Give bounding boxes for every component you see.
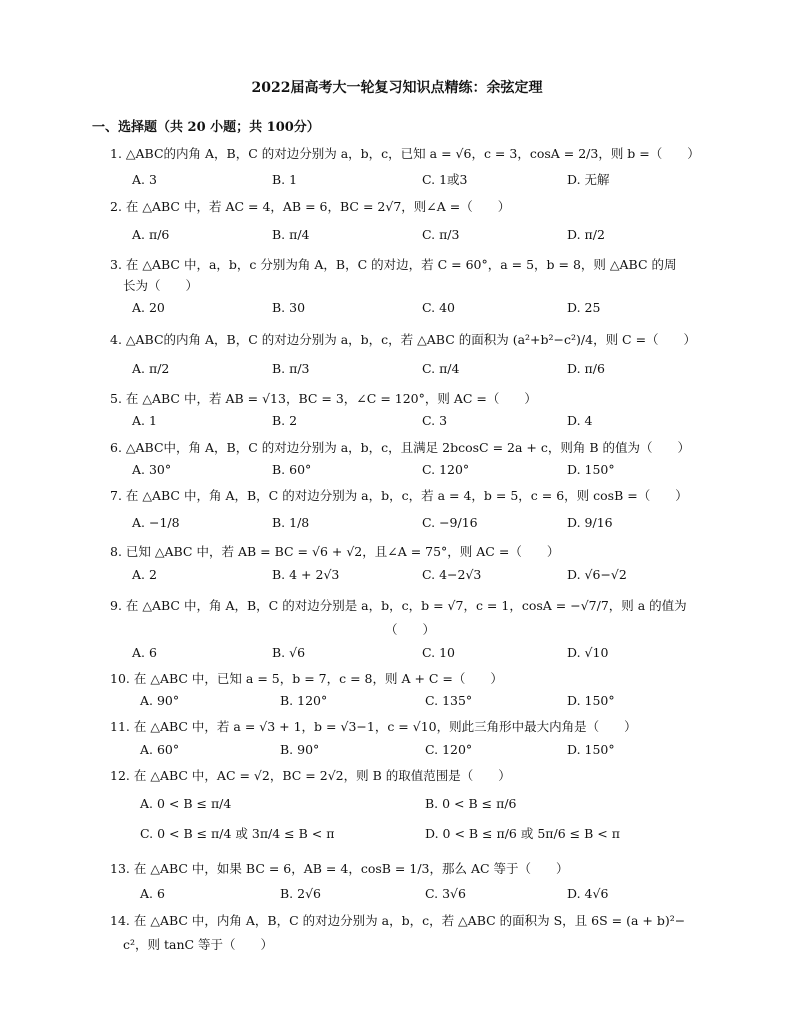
question-12-option-b: B. 0 < B ≤ π/6 (425, 796, 517, 811)
question-6-option-c: C. 120° (422, 462, 470, 477)
question-6-option-a: A. 30° (132, 462, 172, 477)
question-1-stem-line-1: 1. △ABC的内角 A，B，C 的对边分别为 a，b，c，已知 a = √6，c = 3，cosA = 2/3，则 b =（ ） (110, 146, 700, 161)
question-10-stem-line-1: 10. 在 △ABC 中，已知 a = 5，b = 7，c = 8，则 A + C =（ ） (110, 671, 503, 686)
question-9-option-a: A. 6 (132, 645, 157, 660)
question-12-stem-line-1: 12. 在 △ABC 中，AC = √2，BC = 2√2，则 B 的取值范围是（ ） (110, 768, 511, 783)
question-2-option-d: D. π/2 (567, 227, 605, 242)
question-4-option-d: D. π/6 (567, 361, 605, 376)
question-10-option-b: B. 120° (280, 693, 328, 708)
question-7-option-a: A. −1/8 (132, 515, 180, 530)
question-1-option-c: C. 1或3 (422, 172, 468, 187)
question-3-stem-line-2: 长为（ ） (123, 278, 199, 293)
question-12-option-d: D. 0 < B ≤ π/6 或 5π/6 ≤ B < π (425, 826, 620, 841)
question-8-option-a: A. 2 (132, 567, 157, 582)
question-14-stem-line-2: c²，则 tanC 等于（ ） (123, 937, 274, 952)
question-5-option-a: A. 1 (132, 413, 157, 428)
question-8-option-d: D. √6−√2 (567, 567, 627, 582)
question-12-option-c: C. 0 < B ≤ π/4 或 3π/4 ≤ B < π (140, 826, 335, 841)
question-6-option-b: B. 60° (272, 462, 312, 477)
question-7-stem-line-1: 7. 在 △ABC 中，角 A，B，C 的对边分别为 a，b，c，若 a = 4，b = 5，c = 6，则 cosB =（ ） (110, 488, 688, 503)
question-11-option-a: A. 60° (140, 742, 180, 757)
question-9-stem-line-1: 9. 在 △ABC 中，角 A，B，C 的对边分别是 a，b，c，b = √7，c = 1，cosA = −√7/7，则 a 的值为 (110, 598, 687, 613)
question-13-stem-line-1: 13. 在 △ABC 中，如果 BC = 6，AB = 4，cosB = 1/3，那么 AC 等于（ ） (110, 861, 569, 876)
question-3-stem-line-1: 3. 在 △ABC 中，a，b，c 分别为角 A，B，C 的对边，若 C = 60°，a = 5，b = 8，则 △ABC 的周 (110, 257, 677, 272)
question-9-option-c: C. 10 (422, 645, 455, 660)
question-12-option-a: A. 0 < B ≤ π/4 (140, 796, 232, 811)
question-11-option-d: D. 150° (567, 742, 615, 757)
question-5-stem-line-1: 5. 在 △ABC 中，若 AB = √13，BC = 3，∠C = 120°，则 AC =（ ） (110, 391, 537, 406)
question-3-option-c: C. 40 (422, 300, 455, 315)
question-2-option-a: A. π/6 (132, 227, 170, 242)
question-2-stem-line-1: 2. 在 △ABC 中，若 AC = 4，AB = 6，BC = 2√7，则∠A =（ ） (110, 199, 511, 214)
question-6-stem-line-1: 6. △ABC中，角 A，B，C 的对边分别为 a，b，c，且满足 2bcosC = 2a + c，则角 B 的值为（ ） (110, 440, 690, 455)
question-3-option-a: A. 20 (132, 300, 165, 315)
question-13-option-b: B. 2√6 (280, 886, 322, 901)
question-10-option-d: D. 150° (567, 693, 615, 708)
question-4-option-a: A. π/2 (132, 361, 170, 376)
question-4-option-b: B. π/3 (272, 361, 310, 376)
question-3-option-d: D. 25 (567, 300, 601, 315)
question-10-option-a: A. 90° (140, 693, 180, 708)
question-1-option-d: D. 无解 (567, 172, 610, 187)
question-8-option-c: C. 4−2√3 (422, 567, 482, 582)
question-8-option-b: B. 4 + 2√3 (272, 567, 340, 582)
question-4-stem-line-1: 4. △ABC的内角 A，B，C 的对边分别为 a，b，c，若 △ABC 的面积为 (a²+b²−c²)/4，则 C =（ ） (110, 332, 697, 347)
question-2-option-b: B. π/4 (272, 227, 310, 242)
question-14-stem-line-1: 14. 在 △ABC 中，内角 A，B，C 的对边分别为 a，b，c，若 △ABC 的面积为 S，且 6S = (a + b)²− (110, 913, 686, 928)
question-10-option-c: C. 135° (425, 693, 473, 708)
document-title: 2022届高考大一轮复习知识点精练：余弦定理 (251, 80, 543, 96)
question-7-option-c: C. −9/16 (422, 515, 478, 530)
question-9-option-b: B. √6 (272, 645, 306, 660)
question-7-option-b: B. 1/8 (272, 515, 310, 530)
question-11-option-c: C. 120° (425, 742, 473, 757)
question-1-option-a: A. 3 (132, 172, 157, 187)
question-9-option-d: D. √10 (567, 645, 609, 660)
question-13-option-c: C. 3√6 (425, 886, 466, 901)
question-5-option-c: C. 3 (422, 413, 448, 428)
question-7-option-d: D. 9/16 (567, 515, 613, 530)
question-4-option-c: C. π/4 (422, 361, 460, 376)
question-3-option-b: B. 30 (272, 300, 306, 315)
question-6-option-d: D. 150° (567, 462, 615, 477)
question-2-option-c: C. π/3 (422, 227, 460, 242)
question-5-option-d: D. 4 (567, 413, 593, 428)
question-13-option-d: D. 4√6 (567, 886, 609, 901)
question-11-stem-line-1: 11. 在 △ABC 中，若 a = √3 + 1，b = √3−1，c = √10，则此三角形中最大内角是（ ） (110, 719, 637, 734)
question-1-option-b: B. 1 (272, 172, 298, 187)
question-5-option-b: B. 2 (272, 413, 298, 428)
section-heading: 一、选择题（共 20 小题；共 100分） (92, 120, 320, 135)
question-9-stem-line-2: （ ） (385, 622, 436, 637)
question-13-option-a: A. 6 (140, 886, 165, 901)
question-8-stem-line-1: 8. 已知 △ABC 中，若 AB = BC = √6 + √2，且∠A = 75°，则 AC =（ ） (110, 544, 560, 559)
question-11-option-b: B. 90° (280, 742, 320, 757)
